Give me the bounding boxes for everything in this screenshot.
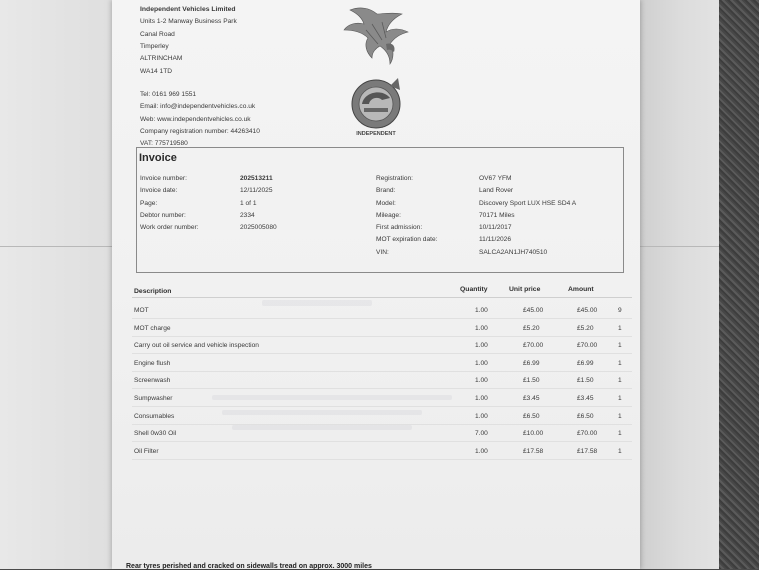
invoice-number-label: Invoice number: <box>140 175 187 182</box>
brand-label: Brand: <box>376 187 396 194</box>
show-through-mark <box>232 425 412 430</box>
row-amount: £45.00 <box>577 307 598 314</box>
row-quantity: 1.00 <box>475 342 488 349</box>
mot-expiration-value: 11/11/2026 <box>479 236 512 243</box>
company-tel: Tel: 0161 969 1551 <box>140 91 197 98</box>
first-admission-value: 10/11/2017 <box>479 224 512 231</box>
row-unit-price: £3.45 <box>523 395 540 402</box>
row-unit-price: £10.00 <box>523 430 544 437</box>
address-line-1: Units 1-2 Manway Business Park <box>140 18 237 25</box>
row-divider <box>132 371 632 372</box>
wheel-icon <box>352 78 400 128</box>
row-amount: £1.50 <box>577 377 594 384</box>
model-value: Discovery Sport LUX HSE SD4 A <box>479 200 577 207</box>
invoice-date-value: 12/11/2025 <box>240 187 273 194</box>
company-name: Independent Vehicles Limited <box>140 6 236 13</box>
debtor-number-label: Debtor number: <box>140 212 186 219</box>
header-quantity: Quantity <box>460 286 488 293</box>
row-amount: £70.00 <box>577 430 598 437</box>
invoice-number-value: 202513211 <box>240 175 273 182</box>
work-order-value: 2025005080 <box>240 224 277 231</box>
row-code: 1 <box>618 413 622 420</box>
show-through-mark <box>262 300 372 306</box>
invoice-page <box>112 0 640 569</box>
table-header-rule <box>132 297 632 298</box>
address-line-2: Canal Road <box>140 31 175 38</box>
row-quantity: 1.00 <box>475 325 488 332</box>
work-order-label: Work order number: <box>140 224 199 231</box>
row-unit-price: £1.50 <box>523 377 540 384</box>
row-quantity: 1.00 <box>475 448 488 455</box>
row-unit-price: £6.50 <box>523 413 540 420</box>
row-amount: £70.00 <box>577 342 598 349</box>
vin-label: VIN: <box>376 249 389 256</box>
show-through-mark <box>212 395 452 400</box>
row-amount: £6.50 <box>577 413 594 420</box>
address-line-4: ALTRINCHAM <box>140 55 183 62</box>
row-code: 1 <box>618 377 622 384</box>
header-description: Description <box>134 288 172 295</box>
company-vat: VAT: 775719580 <box>140 140 188 147</box>
row-code: 9 <box>618 307 622 314</box>
footer-note: Rear tyres perished and cracked on sidewalls tread on approx. 3000 miles <box>126 563 372 570</box>
company-logo <box>342 4 412 144</box>
row-quantity: 1.00 <box>475 307 488 314</box>
row-unit-price: £17.58 <box>523 448 544 455</box>
row-description: Shell 0w30 Oil <box>134 430 177 437</box>
eagle-icon <box>344 8 408 64</box>
row-code: 1 <box>618 360 622 367</box>
show-through-mark <box>222 410 422 415</box>
page-value: 1 of 1 <box>240 200 257 207</box>
row-quantity: 7.00 <box>475 430 488 437</box>
row-description: Oil Filter <box>134 448 159 455</box>
row-divider <box>132 388 632 389</box>
logo-text: INDEPENDENT <box>356 131 396 137</box>
company-registration: Company registration number: 44263410 <box>140 128 260 135</box>
row-description: Carry out oil service and vehicle inspection <box>134 342 259 349</box>
invoice-date-label: Invoice date: <box>140 187 178 194</box>
row-description: MOT charge <box>134 325 171 332</box>
mileage-value: 70171 Miles <box>479 212 515 219</box>
page-label: Page: <box>140 200 158 207</box>
row-amount: £5.20 <box>577 325 594 332</box>
row-description: Engine flush <box>134 360 171 367</box>
first-admission-label: First admission: <box>376 224 423 231</box>
row-description: Consumables <box>134 413 175 420</box>
header-amount: Amount <box>568 286 594 293</box>
company-web: Web: www.independentvehicles.co.uk <box>140 116 251 123</box>
row-quantity: 1.00 <box>475 395 488 402</box>
row-amount: £6.99 <box>577 360 594 367</box>
row-code: 1 <box>618 395 622 402</box>
row-amount: £17.58 <box>577 448 598 455</box>
invoice-title: Invoice <box>139 152 177 164</box>
mileage-label: Mileage: <box>376 212 401 219</box>
row-code: 1 <box>618 342 622 349</box>
debtor-number-value: 2334 <box>240 212 255 219</box>
row-code: 1 <box>618 325 622 332</box>
row-code: 1 <box>618 430 622 437</box>
row-unit-price: £6.99 <box>523 360 540 367</box>
row-quantity: 1.00 <box>475 360 488 367</box>
address-line-3: Timperley <box>140 43 169 50</box>
row-divider <box>132 336 632 337</box>
model-label: Model: <box>376 200 396 207</box>
row-description: Screenwash <box>134 377 171 384</box>
row-divider <box>132 406 632 407</box>
registration-value: OV67 YFM <box>479 175 512 182</box>
row-description: Sumpwasher <box>134 395 173 402</box>
address-line-5: WA14 1TD <box>140 68 172 75</box>
vin-value: SALCA2AN1JH740510 <box>479 249 548 256</box>
row-amount: £3.45 <box>577 395 594 402</box>
header-unit-price: Unit price <box>509 286 541 293</box>
background-paper-left <box>0 0 120 569</box>
registration-label: Registration: <box>376 175 414 182</box>
row-unit-price: £45.00 <box>523 307 544 314</box>
company-email: Email: info@independentvehicles.co.uk <box>140 103 256 110</box>
row-unit-price: £5.20 <box>523 325 540 332</box>
row-code: 1 <box>618 448 622 455</box>
row-description: MOT <box>134 307 149 314</box>
row-quantity: 1.00 <box>475 377 488 384</box>
row-divider <box>132 318 632 319</box>
row-divider <box>132 353 632 354</box>
mot-expiration-label: MOT expiration date: <box>376 236 438 243</box>
row-quantity: 1.00 <box>475 413 488 420</box>
brand-value: Land Rover <box>479 187 514 194</box>
carpet-background <box>719 0 759 569</box>
row-unit-price: £70.00 <box>523 342 544 349</box>
row-divider <box>132 459 632 460</box>
row-divider <box>132 441 632 442</box>
